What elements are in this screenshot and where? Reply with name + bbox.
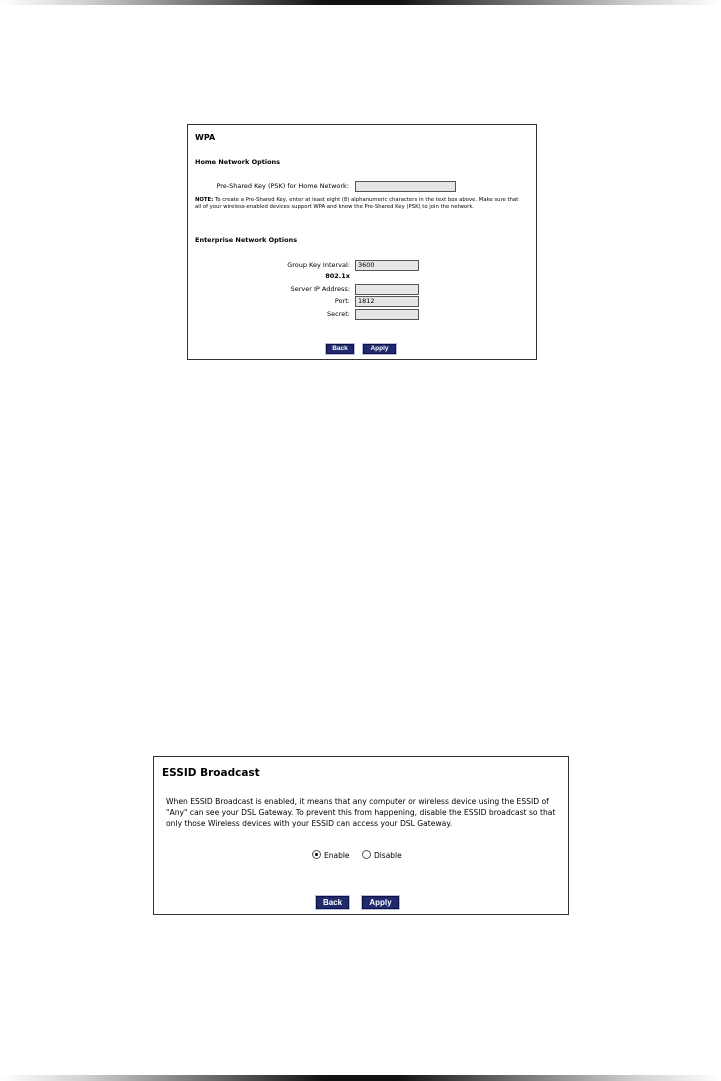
essid-panel <box>153 756 569 915</box>
enable-radio-label: Enable <box>324 851 350 860</box>
psk-label: Pre-Shared Key (PSK) for Home Network: <box>216 182 349 190</box>
essid-radio-group <box>312 850 402 860</box>
note-label: NOTE: <box>195 197 214 203</box>
disable-radio-label: Disable <box>373 851 402 860</box>
disable-radio[interactable] <box>362 850 371 859</box>
wpa-title: WPA <box>195 133 216 142</box>
wpa-apply-button[interactable]: Apply <box>363 344 396 354</box>
secret-label: Secret: <box>327 310 350 318</box>
secret-input[interactable] <box>355 309 419 320</box>
port-input[interactable]: 1812 <box>355 296 419 307</box>
top-edge-bar <box>0 0 721 5</box>
psk-input[interactable] <box>355 181 456 192</box>
wpa-back-button[interactable]: Back <box>326 344 354 354</box>
server-ip-label: Server IP Address: <box>290 285 350 293</box>
psk-note <box>195 197 525 210</box>
group-key-interval-input[interactable]: 3600 <box>355 260 419 271</box>
essid-title: ESSID Broadcast <box>162 767 260 779</box>
home-network-options-heading: Home Network Options <box>195 158 281 166</box>
dot1x-label: 802.1x <box>325 272 350 280</box>
group-key-interval-label: Group Key Interval: <box>287 261 350 269</box>
essid-back-button[interactable]: Back <box>316 896 349 909</box>
wpa-panel <box>187 124 537 360</box>
server-ip-input[interactable] <box>355 284 419 295</box>
bottom-edge-bar <box>0 1075 721 1081</box>
enable-radio[interactable] <box>312 850 321 859</box>
enterprise-network-options-heading: Enterprise Network Options <box>195 236 298 244</box>
essid-description: When ESSID Broadcast is enabled, it means that any computer or wireless device using the ESSID of "Any" can see your DSL Gateway. To prevent this from happening, disable the ESSID broadcast so that only those Wireless devices with your ESSID can access your DSL Gateway. <box>166 797 556 828</box>
essid-apply-button[interactable]: Apply <box>362 896 399 909</box>
note-text: To create a Pre-Shared Key, enter at least eight (8) alphanumeric characters in the text box above. Make sure that all of your wireless-enabled devices support WPA and know the Pre-Shared Key (PSK) to join the network. <box>195 197 519 210</box>
port-label: Port: <box>334 297 350 305</box>
